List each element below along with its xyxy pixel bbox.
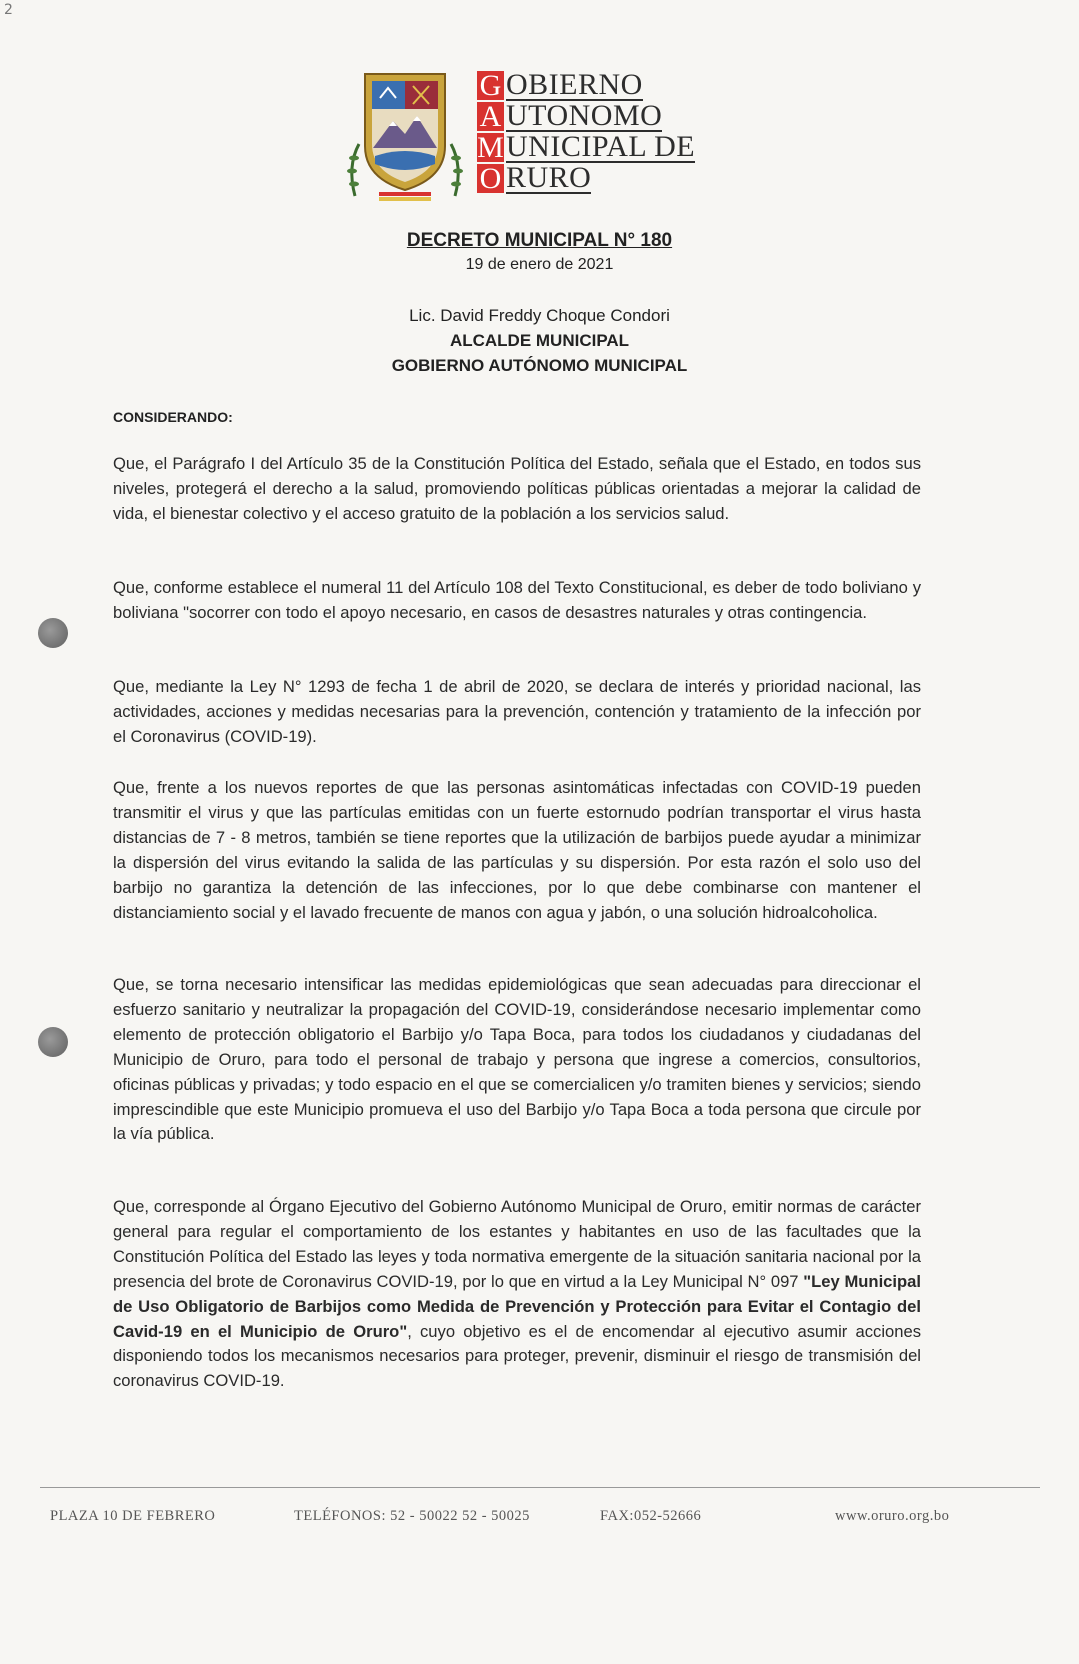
section-label-considerando: CONSIDERANDO: (113, 409, 233, 425)
coat-of-arms-icon (345, 66, 465, 204)
law-title: "Ley Municipal de Uso Obligatorio de Barbijos como Medida de Prevención y Protección para Evitar el Contagio del Cavid-19 en el Municipio de Oruro" (113, 1271, 921, 1341)
wordmark-initial: A (477, 102, 504, 131)
letterhead (345, 66, 735, 206)
wordmark-word: UTONOMO (506, 99, 663, 132)
wordmark-initial: G (477, 71, 504, 100)
wordmark-word: OBIERNO (506, 68, 643, 101)
footer-phones: TELÉFONOS: 52 - 50022 52 - 50025 (294, 1508, 530, 1524)
footer-address: PLAZA 10 DE FEBRERO (50, 1508, 216, 1524)
punch-hole-upper (38, 618, 68, 648)
considerando-paragraph-6 (113, 1195, 921, 1394)
footer-website: www.oruro.org.bo (835, 1508, 950, 1524)
page-number-mark: 2 (4, 2, 13, 18)
wordmark-row (477, 132, 695, 163)
signer-name: Lic. David Freddy Choque Condori (409, 306, 670, 325)
wordmark-row (477, 70, 695, 101)
paragraph-6-start: Que, corresponde al Órgano Ejecutivo del Gobierno Autónomo Municipal de Oruro, emitir normas de carácter general para regular el comportamiento de los estantes y habitantes en uso de las facultades que la Constitución Política del Estado las leyes y toda normativa emergente de la situación sanitaria nacional por la presencia del brote de Coronavirus COVID-19, por lo que en virtud a la Ley Municipal N° 097 (113, 1197, 921, 1291)
decree-date: 19 de enero de 2021 (465, 256, 614, 273)
considerando-paragraph-2: Que, conforme establece el numeral 11 del Artículo 108 del Texto Constitucional, es deber de todo boliviano y boliviana "socorrer con todo el apoyo necesario, en casos de desastres naturales y otras contingencia. (113, 578, 921, 622)
gamo-wordmark (477, 70, 695, 194)
punch-hole-lower (38, 1027, 68, 1057)
considerando-paragraph-4: Que, frente a los nuevos reportes de que las personas asintomáticas infectadas con COVID-19 pueden transmitir el virus y que las partículas emitidas con un fuerte estornudo podrían transportar el virus hasta distancias de 7 - 8 metros, también se tiene reportes que la utilización de barbijos puede ayudar a minimizar la dispersión del virus evitando la salida de las partículas y su dispersión. Por esta razón el solo uso del barbijo no garantiza la detención de las infecciones, por lo que debe combinarse con mantener el distanciamiento social y el lavado frecuente de manos con agua y jabón, o una solución hidroalcoholica. (113, 778, 921, 922)
wordmark-word: UNICIPAL DE (506, 130, 696, 163)
wordmark-initial: O (477, 164, 504, 193)
government-name: GOBIERNO AUTÓNOMO MUNICIPAL (391, 356, 688, 375)
wordmark-initial: M (477, 131, 504, 164)
decree-title: DECRETO MUNICIPAL N° 180 (406, 230, 673, 251)
considerando-paragraph-1: Que, el Parágrafo I del Artículo 35 de la Constitución Política del Estado, señala que el Estado, en todos sus niveles, protegerá el derecho a la salud, promoviendo políticas públicas orientadas a mejorar la calidad de vida, el bienestar colectivo y el acceso gratuito de la población a los servicios salud. (113, 454, 921, 523)
signer-office: ALCALDE MUNICIPAL (449, 331, 630, 350)
footer-divider (40, 1487, 1040, 1488)
wordmark-word: RURO (506, 161, 592, 194)
considerando-paragraph-3: Que, mediante la Ley N° 1293 de fecha 1 de abril de 2020, se declara de interés y prioridad nacional, las actividades, acciones y medidas necesarias para la prevención, contención y tratamiento de la infección por el Coronavirus (COVID-19). (113, 677, 921, 746)
footer-fax: FAX:052-52666 (600, 1508, 702, 1524)
wordmark-row (477, 101, 695, 132)
wordmark-row (477, 163, 695, 194)
paragraph-6-end: , cuyo objetivo es el de encomendar al ejecutivo asumir acciones disponiendo todos los mecanismos necesarios para proteger, prevenir, disminuir el riesgo de transmisión del coronavirus COVID-19. (113, 1321, 921, 1391)
considerando-paragraph-5: Que, se torna necesario intensificar las medidas epidemiológicas que sean adecuadas para direccionar el esfuerzo sanitario y neutralizar la propagación del COVID-19, considerándose necesario implementar como elemento de protección obligatorio el Barbijo y/o Tapa Boca, para todos los ciudadanos y ciudadanas del Municipio de Oruro, para todo el personal de trabajo y persona que ingrese a comercios, consultorios, oficinas públicas y privadas; y todo espacio en el que se comercialicen y/o tramiten bienes y servicios; siendo imprescindible que este Municipio promueva el uso del Barbijo y/o Tapa Boca a toda persona que circule por la vía pública. (113, 975, 921, 1144)
